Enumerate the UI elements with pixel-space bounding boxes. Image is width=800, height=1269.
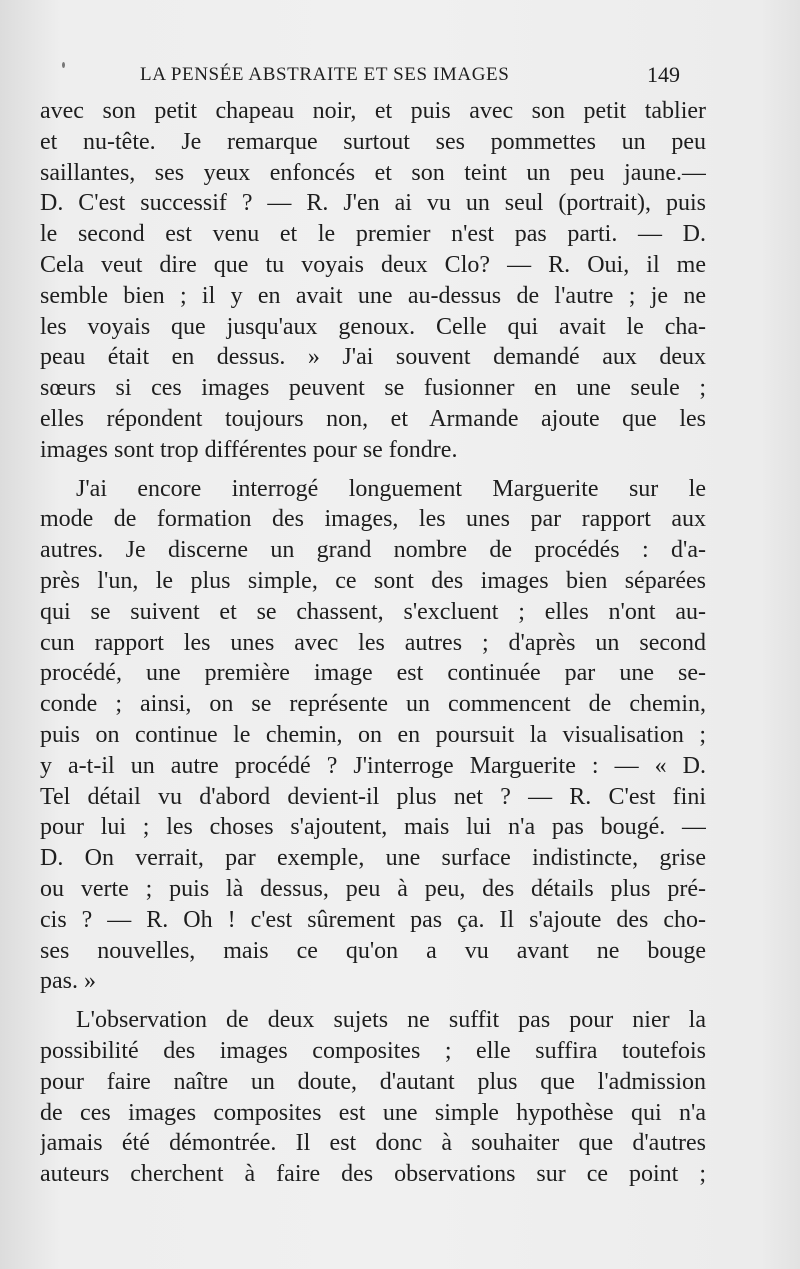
text-line: jamais été démontrée. Il est donc à souhaiter que d'autres: [40, 1130, 706, 1157]
text-line: elles répondent toujours non, et Armande ajoute que les: [40, 405, 706, 432]
text-line: autres. Je discerne un grand nombre de procédés : d'a-: [40, 537, 706, 564]
text-line: peau était en dessus. » J'ai souvent demandé aux deux: [40, 344, 706, 371]
text-line: images sont trop différentes pour se fondre.: [40, 436, 458, 463]
text-line: sœurs si ces images peuvent se fusionner en une seule ;: [40, 375, 706, 402]
body-text: [40, 96, 706, 1190]
text-line: cis ? — R. Oh ! c'est sûrement pas ça. Il s'ajoute des cho-: [40, 906, 706, 933]
text-line: pas. »: [40, 968, 96, 995]
text-line: saillantes, ses yeux enfoncés et son teint un peu jaune.—: [40, 159, 706, 186]
text-line: cun rapport les unes avec les autres ; d'après un second: [40, 629, 706, 656]
page-number: 149: [647, 62, 680, 87]
ink-speck: [62, 62, 65, 68]
text-line: mode de formation des images, les unes par rapport aux: [40, 506, 706, 533]
text-line: qui se suivent et se chassent, s'excluent ; elles n'ont au-: [40, 598, 706, 625]
running-head: LA PENSÉE ABSTRAITE ET SES IMAGES: [140, 64, 510, 85]
text-line: le second est venu et le premier n'est pas parti. — D.: [40, 221, 706, 248]
text-line: avec son petit chapeau noir, et puis avec son petit tablier: [40, 98, 706, 124]
text-line: D. On verrait, par exemple, une surface indistincte, grise: [40, 845, 706, 872]
text-line: L'observation de deux sujets ne suffit pas pour nier la: [76, 1007, 706, 1034]
text-line: procédé, une première image est continuée par une se-: [40, 660, 706, 687]
text-line: possibilité des images composites ; elle suffira toutefois: [40, 1037, 706, 1064]
text-line: y a-t-il un autre procédé ? J'interroge Marguerite : — « D.: [40, 752, 706, 779]
text-line: ses nouvelles, mais ce qu'on a vu avant ne bouge: [40, 937, 706, 964]
text-line: les voyais que jusqu'aux genoux. Celle qui avait le cha-: [40, 313, 706, 340]
text-line: conde ; ainsi, on se représente un commencent de chemin,: [40, 691, 706, 718]
text-line: puis on continue le chemin, on en poursuit la visualisation ;: [40, 721, 706, 748]
text-line: semble bien ; il y en avait une au-dessus de l'autre ; je ne: [40, 282, 706, 309]
paragraph-gap: [40, 997, 706, 1005]
text-line: pour faire naître un doute, d'autant plus que l'admission: [40, 1068, 706, 1095]
text-line: Tel détail vu d'abord devient-il plus net ? — R. C'est fini: [40, 783, 706, 810]
text-line: ou verte ; puis là dessus, peu à peu, des détails plus pré-: [40, 875, 706, 902]
text-line: auteurs cherchent à faire des observations sur ce point ;: [40, 1161, 706, 1188]
page-header: [140, 64, 680, 94]
text-line: J'ai encore interrogé longuement Marguerite sur le: [76, 475, 706, 502]
text-line: pour lui ; les choses s'ajoutent, mais lui n'a pas bougé. —: [40, 814, 706, 841]
paragraph-gap: [40, 466, 706, 474]
text-line: près l'un, le plus simple, ce sont des images bien séparées: [40, 567, 706, 594]
text-line: D. C'est successif ? — R. J'en ai vu un seul (portrait), puis: [40, 190, 706, 217]
text-line: de ces images composites est une simple hypothèse qui n'a: [40, 1099, 706, 1126]
text-line: Cela veut dire que tu voyais deux Clo? — R. Oui, il me: [40, 251, 706, 278]
text-line: et nu-tête. Je remarque surtout ses pommettes un peu: [40, 128, 706, 155]
